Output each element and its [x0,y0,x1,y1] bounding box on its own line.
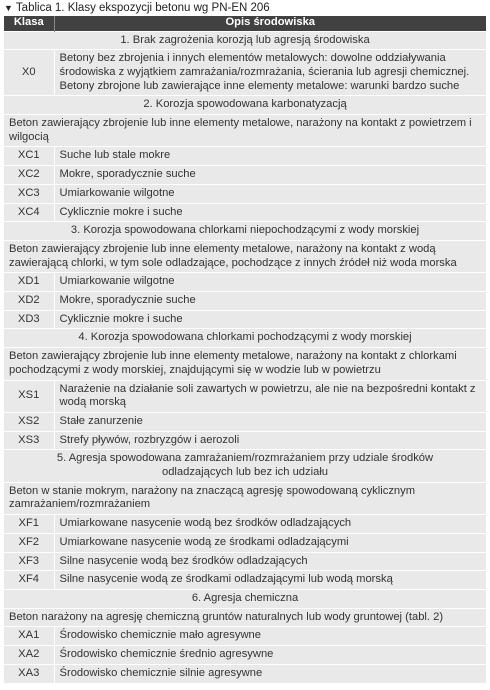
class-code: XC4 [4,203,54,222]
header-opis: Opis środowiska [54,16,486,31]
class-code: XF2 [4,533,54,552]
group-description-row [4,348,486,380]
class-description: Silne nasycenie wodą ze środkami odladzającymi lub wodą morską [54,571,486,590]
table-row [4,50,486,96]
table-body [4,31,486,683]
group-description: Beton zawierający zbrojenie lub inne elementy metalowe, narażony na kontakt z powietrzem i wilgocią [4,115,486,147]
table-row [4,646,486,665]
header-klasa: Klasa [4,16,54,31]
class-description: Środowisko chemicznie średnio agresywne [54,646,486,665]
class-code: XS1 [4,380,54,412]
class-description: Cyklicznie mokre i suche [54,310,486,329]
section-row [4,329,486,348]
triangle-down-icon: ▼ [4,3,13,13]
table-row [4,515,486,534]
class-description: Umiarkowane nasycenie wodą bez środków odladzających [54,515,486,534]
exposure-classes-table [4,16,486,683]
section-title: 2. Korozja spowodowana karbonatyzacją [4,96,486,115]
class-code: XA2 [4,646,54,665]
section-title: 5. Agresja spowodowana zamrażaniem/rozmrażaniem przy udziale środków odladzających lub bez ich udziału [4,450,486,482]
class-description: Środowisko chemicznie mało agresywne [54,627,486,646]
class-code: XF1 [4,515,54,534]
table-row [4,571,486,590]
class-description: Stałe zanurzenie [54,412,486,431]
group-description: Beton w stanie mokrym, narażony na znaczącą agresję spowodowaną cyklicznym zamrażaniem/rozmrażaniem [4,482,486,514]
table-row [4,184,486,203]
class-description: Narażenie na działanie soli zawartych w powietrzu, ale nie na bezpośredni kontakt z wodą morską [54,380,486,412]
class-description: Mokre, sporadycznie suche [54,166,486,185]
table-row [4,166,486,185]
table-row [4,147,486,166]
class-code: XD1 [4,273,54,292]
group-description-row [4,608,486,627]
table-row [4,203,486,222]
table-row [4,380,486,412]
class-description: Betony bez zbrojenia i innych elementów metalowych: dowolne oddziaływania środowiska z wyjątkiem zamrażania/rozmrażania, ścierania lub agresji chemicznej. Betony zbrojone lub zawierające inne elementy metalowe: warunki bardzo suche [54,50,486,96]
class-code: XS2 [4,412,54,431]
group-description-row [4,115,486,147]
class-code: XF3 [4,552,54,571]
table-row [4,664,486,682]
group-description: Beton narażony na agresję chemiczną gruntów naturalnych lub wody gruntowej (tabl. 2) [4,608,486,627]
group-description-row [4,240,486,272]
table-row [4,533,486,552]
table-row [4,310,486,329]
section-row [4,450,486,482]
class-code: X0 [4,50,54,96]
class-description: Suche lub stale mokre [54,147,486,166]
section-row [4,222,486,241]
table-caption [4,1,486,16]
table-row [4,552,486,571]
table-row [4,292,486,311]
class-code: XA3 [4,664,54,682]
caption-text: Tablica 1. Klasy ekspozycji betonu wg PN-EN 206 [15,2,270,14]
class-description: Strefy pływów, rozbryzgów i aerozoli [54,431,486,450]
table-row [4,273,486,292]
group-description: Beton zawierający zbrojenie lub inne elementy metalowe, narażony na kontakt z wodą zawierającą chlorki, w tym sole odladzające, pochodzące z innych źródeł niż woda morska [4,240,486,272]
section-title: 3. Korozja spowodowana chlorkami niepochodzącymi z wody morskiej [4,222,486,241]
class-description: Cyklicznie mokre i suche [54,203,486,222]
table-row [4,627,486,646]
section-row [4,590,486,609]
class-code: XD2 [4,292,54,311]
class-code: XA1 [4,627,54,646]
table-row [4,412,486,431]
section-title: 4. Korozja spowodowana chlorkami pochodzącymi z wody morskiej [4,329,486,348]
group-description: Beton zawierający zbrojenie lub inne elementy metalowe, narażony na kontakt z chlorkami pochodzącymi z wody morskiej, znajdującymi się w wodzie lub w powietrzu [4,348,486,380]
section-title: 1. Brak zagrożenia korozją lub agresją środowiska [4,31,486,50]
class-description: Umiarkowanie wilgotne [54,184,486,203]
class-code: XS3 [4,431,54,450]
class-code: XC1 [4,147,54,166]
class-description: Środowisko chemicznie silnie agresywne [54,664,486,682]
class-description: Umiarkowane nasycenie wodą ze środkami odladzającymi [54,533,486,552]
class-description: Mokre, sporadycznie suche [54,292,486,311]
class-description: Silne nasycenie wodą bez środków odladzających [54,552,486,571]
class-code: XC2 [4,166,54,185]
section-title: 6. Agresja chemiczna [4,590,486,609]
table-header-row [4,16,486,31]
class-code: XC3 [4,184,54,203]
section-row [4,31,486,50]
class-code: XD3 [4,310,54,329]
class-code: XF4 [4,571,54,590]
group-description-row [4,482,486,514]
table-row [4,431,486,450]
section-row [4,96,486,115]
class-description: Umiarkowanie wilgotne [54,273,486,292]
